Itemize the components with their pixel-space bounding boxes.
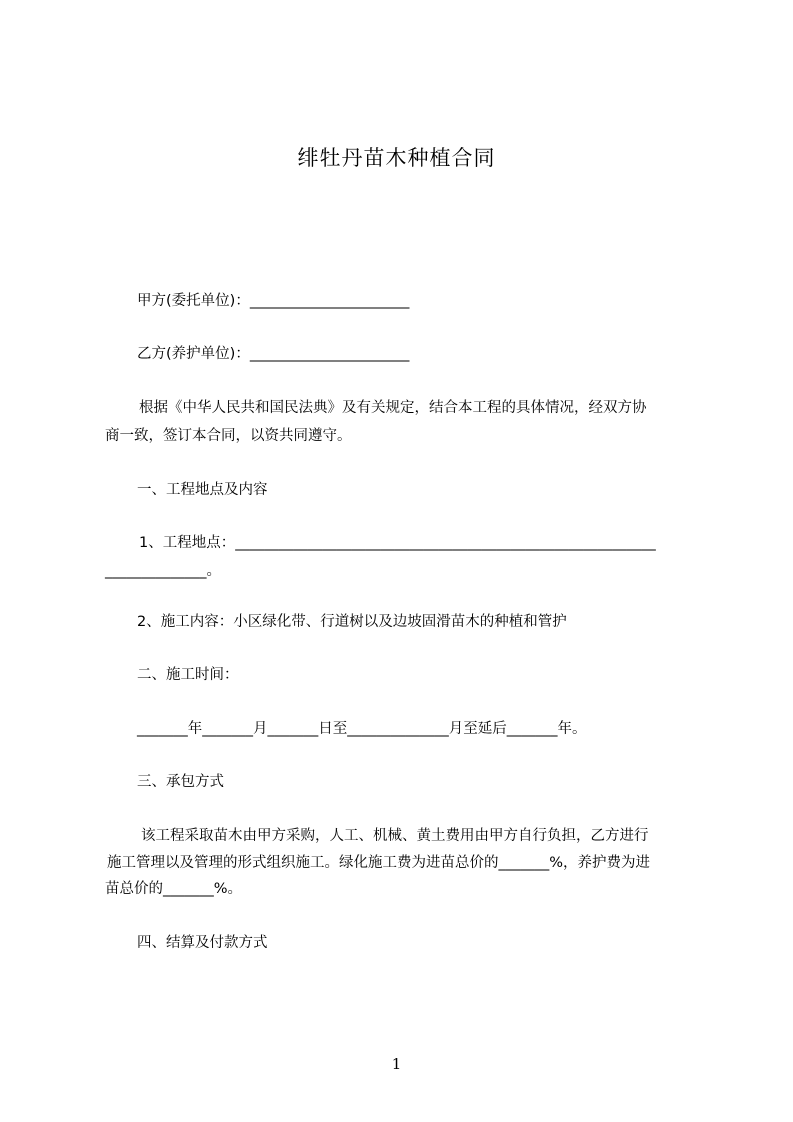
contract-method-text-2b: %，养护费为进 <box>549 855 651 871</box>
blank-year-end: _______ <box>506 721 558 737</box>
month-label: 月 <box>253 721 268 737</box>
site-location-blank-2: ______________ <box>105 563 207 579</box>
year-end-label: 年。 <box>557 721 587 737</box>
contract-method-text-3b: %。 <box>213 881 243 897</box>
contract-method-text-3a: 苗总价的 <box>105 881 163 897</box>
section-3-heading: 三、承包方式 <box>137 774 224 790</box>
contract-method-line-2 <box>107 852 650 874</box>
site-location-label: 1、工程地点： <box>139 535 236 551</box>
section-1-heading: 一、工程地点及内容 <box>137 482 268 498</box>
intro-line-1: 根据《中华人民共和国民法典》及有关规定，结合本工程的具体情况，经双方协 <box>139 400 647 416</box>
blank-day-start: _______ <box>267 721 319 737</box>
section-2-heading: 二、施工时间： <box>137 667 239 683</box>
site-location-line-2 <box>105 560 221 582</box>
contract-method-text-2a: 施工管理以及管理的形式组织施工。绿化施工费为进苗总价的 <box>107 855 499 871</box>
day-to-label: 日至 <box>318 721 348 737</box>
construction-content-line: 2、施工内容：小区绿化带、行道树以及边坡固滑苗木的种植和管护 <box>137 614 567 630</box>
page-number: 1 <box>391 1055 402 1073</box>
site-location-end: 。 <box>206 563 221 579</box>
contract-method-line-3 <box>105 878 242 900</box>
site-location-line <box>139 532 656 554</box>
party-b-label: 乙方(养护单位)： <box>137 346 250 362</box>
party-a-line <box>137 290 409 312</box>
schedule-line <box>137 718 587 740</box>
party-a-label: 甲方(委托单位)： <box>137 293 250 309</box>
month-extend-label: 月至延后 <box>448 721 507 737</box>
intro-line-2: 商一致，签订本合同，以资共同遵守。 <box>105 428 352 444</box>
site-location-blank: __________________________________________________________ <box>235 535 656 551</box>
construction-fee-blank: _______ <box>498 855 550 871</box>
party-b-blank: ______________________ <box>249 346 410 362</box>
page-title: 绯牡丹苗木种植合同 <box>297 146 496 170</box>
maintenance-fee-blank: _______ <box>163 881 214 897</box>
section-4-heading: 四、结算及付款方式 <box>137 935 268 951</box>
blank-month-start: _______ <box>202 721 253 737</box>
party-b-line <box>137 343 409 365</box>
party-a-blank: ______________________ <box>249 293 410 309</box>
contract-method-line-1: 该工程采取苗木由甲方采购，人工、机械、黄土费用由甲方自行负担，乙方进行 <box>141 828 649 844</box>
blank-year-start: _______ <box>137 721 188 737</box>
year-label: 年 <box>187 721 203 737</box>
blank-month-end: ______________ <box>347 721 449 737</box>
